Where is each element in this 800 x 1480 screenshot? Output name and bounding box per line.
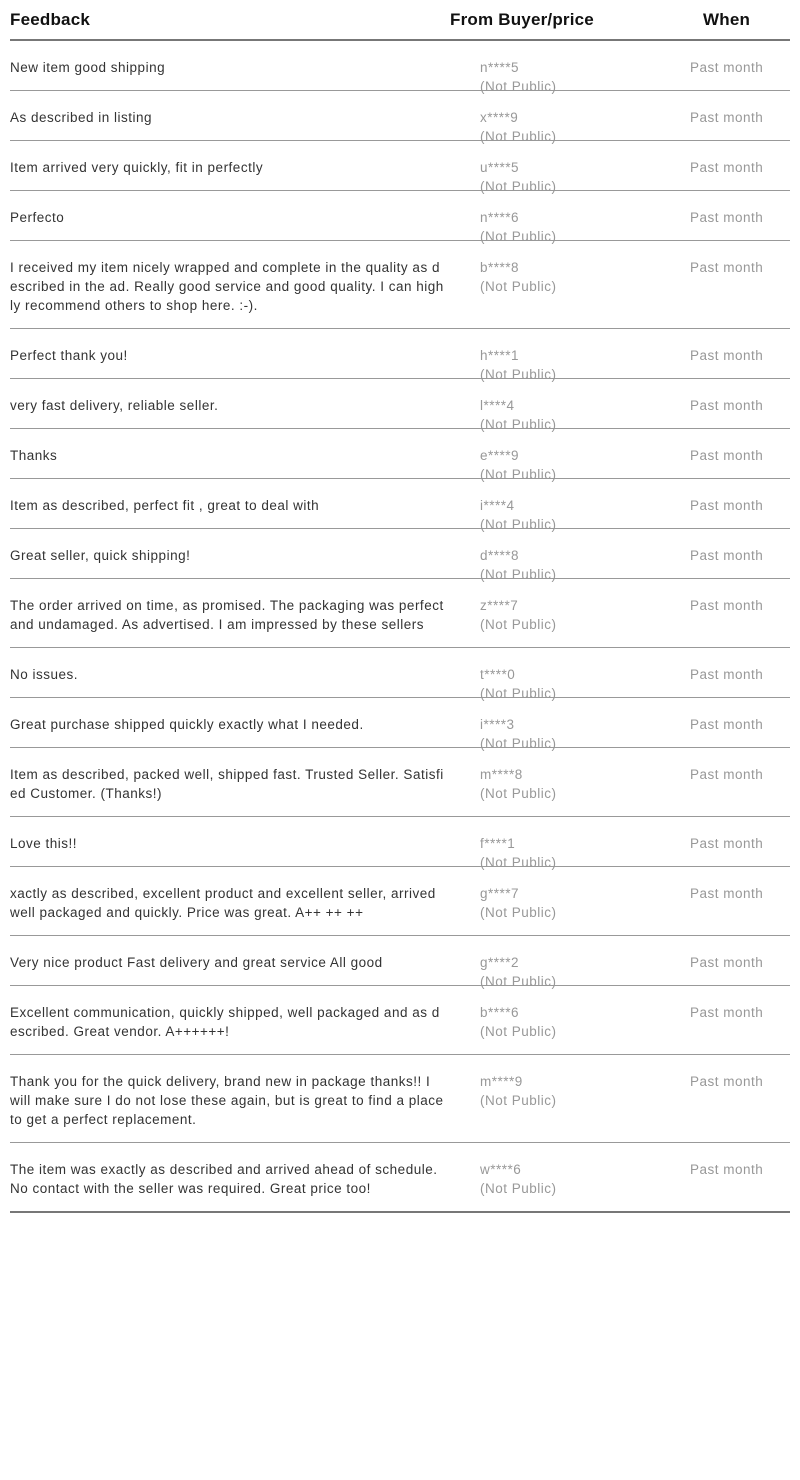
when-text: Past month [690,348,764,363]
buyer-id: e****9 [480,448,520,463]
feedback-text: Thanks [10,448,58,463]
not-public-label: (Not Public) [480,855,557,870]
feedback-text: Excellent communication, quickly shipped, well packaged and as described. Great vendor. A++++++! [10,1005,440,1039]
buyer-cell [450,748,690,816]
not-public-label: (Not Public) [480,786,557,801]
table-row [10,579,790,648]
buyer-cell [450,1055,690,1142]
when-text: Past month [690,210,764,225]
buyer-id: g****7 [480,886,520,901]
buyer-cell [450,41,690,94]
buyer-cell [450,429,690,482]
not-public-label: (Not Public) [480,1181,557,1196]
not-public-label: (Not Public) [480,617,557,632]
table-row [10,867,790,936]
buyer-id: m****8 [480,767,523,782]
table-row [10,936,790,989]
table-row [10,698,790,751]
buyer-id: i****4 [480,498,515,513]
table-row [10,91,790,144]
feedback-text: Item as described, perfect fit , great to deal with [10,498,320,513]
when-text: Past month [690,548,764,563]
feedback-text: The order arrived on time, as promised. The packaging was perfect and undamaged. As advertised. I am impressed by these sellers [10,598,444,632]
not-public-label: (Not Public) [480,567,557,582]
buyer-cell [450,936,690,989]
buyer-cell [450,1143,690,1211]
table-row [10,1143,790,1213]
buyer-id: i****3 [480,717,515,732]
feedback-text: Great seller, quick shipping! [10,548,191,563]
feedback-text: No issues. [10,667,79,682]
table-row [10,748,790,817]
when-text: Past month [690,498,764,513]
not-public-label: (Not Public) [480,279,557,294]
table-header [10,0,790,41]
feedback-text: Perfecto [10,210,65,225]
table-row [10,141,790,194]
buyer-cell [450,141,690,194]
when-text: Past month [690,160,764,175]
buyer-cell [450,986,690,1054]
feedback-text: Item arrived very quickly, fit in perfectly [10,160,264,175]
when-text: Past month [690,886,764,901]
buyer-cell [450,529,690,582]
table-row [10,379,790,432]
when-text: Past month [690,260,764,275]
buyer-id: t****0 [480,667,516,682]
not-public-label: (Not Public) [480,905,557,920]
not-public-label: (Not Public) [480,417,557,432]
not-public-label: (Not Public) [480,367,557,382]
feedback-text: Perfect thank you! [10,348,128,363]
buyer-cell [450,579,690,647]
feedback-text: very fast delivery, reliable seller. [10,398,219,413]
buyer-cell [450,91,690,144]
table-row [10,41,790,94]
when-text: Past month [690,1162,764,1177]
feedback-text: Love this!! [10,836,78,851]
feedback-text: New item good shipping [10,60,166,75]
feedback-text: Very nice product Fast delivery and great service All good [10,955,383,970]
table-row [10,648,790,701]
buyer-cell [450,817,690,870]
table-row [10,429,790,482]
buyer-id: w****6 [480,1162,522,1177]
table-row [10,1055,790,1143]
buyer-id: x****9 [480,110,519,125]
not-public-label: (Not Public) [480,1024,557,1039]
buyer-id: l****4 [480,398,515,413]
feedback-text: Item as described, packed well, shipped fast. Trusted Seller. Satisfied Customer. (Thanks!) [10,767,444,801]
not-public-label: (Not Public) [480,686,557,701]
table-row [10,191,790,244]
table-row [10,241,790,329]
when-text: Past month [690,1005,764,1020]
not-public-label: (Not Public) [480,229,557,244]
not-public-label: (Not Public) [480,736,557,751]
buyer-cell [450,698,690,751]
feedback-text: Great purchase shipped quickly exactly what I needed. [10,717,364,732]
buyer-cell [450,867,690,935]
table-row [10,329,790,382]
when-text: Past month [690,1074,764,1089]
not-public-label: (Not Public) [480,974,557,989]
when-text: Past month [690,60,764,75]
buyer-id: b****8 [480,260,520,275]
when-text: Past month [690,955,764,970]
buyer-id: n****6 [480,210,520,225]
column-header-when: When [703,10,751,29]
when-text: Past month [690,448,764,463]
buyer-id: n****5 [480,60,520,75]
buyer-id: g****2 [480,955,520,970]
feedback-table [10,0,790,1213]
table-row [10,986,790,1055]
feedback-text: Thank you for the quick delivery, brand new in package thanks!! I will make sure I do not lose these again, but is great to find a place to get a perfect replacement. [10,1074,444,1127]
buyer-cell [450,191,690,244]
table-body [10,41,790,1213]
when-text: Past month [690,717,764,732]
feedback-text: I received my item nicely wrapped and complete in the quality as described in the ad. Really good service and good quality. I can highly recommend others to shop here. :-). [10,260,444,313]
buyer-cell [450,329,690,382]
table-row [10,817,790,870]
column-header-feedback: Feedback [10,10,91,29]
buyer-id: d****8 [480,548,520,563]
buyer-cell [450,241,690,328]
buyer-cell [450,479,690,532]
buyer-id: m****9 [480,1074,523,1089]
when-text: Past month [690,598,764,613]
not-public-label: (Not Public) [480,467,557,482]
not-public-label: (Not Public) [480,79,557,94]
when-text: Past month [690,767,764,782]
table-row [10,529,790,582]
feedback-text: The item was exactly as described and arrived ahead of schedule. No contact with the seller was required. Great price too! [10,1162,438,1196]
when-text: Past month [690,667,764,682]
buyer-id: f****1 [480,836,516,851]
not-public-label: (Not Public) [480,1093,557,1108]
buyer-id: b****6 [480,1005,520,1020]
not-public-label: (Not Public) [480,129,557,144]
not-public-label: (Not Public) [480,179,557,194]
when-text: Past month [690,836,764,851]
when-text: Past month [690,398,764,413]
table-row [10,479,790,532]
feedback-text: xactly as described, excellent product and excellent seller, arrived well packaged and quickly. Price was great. A++ ++ ++ [10,886,436,920]
column-header-from-buyer-price: From Buyer/price [450,10,594,29]
buyer-cell [450,379,690,432]
not-public-label: (Not Public) [480,517,557,532]
when-text: Past month [690,110,764,125]
buyer-id: h****1 [480,348,520,363]
buyer-id: u****5 [480,160,520,175]
buyer-id: z****7 [480,598,519,613]
buyer-cell [450,648,690,701]
feedback-text: As described in listing [10,110,153,125]
